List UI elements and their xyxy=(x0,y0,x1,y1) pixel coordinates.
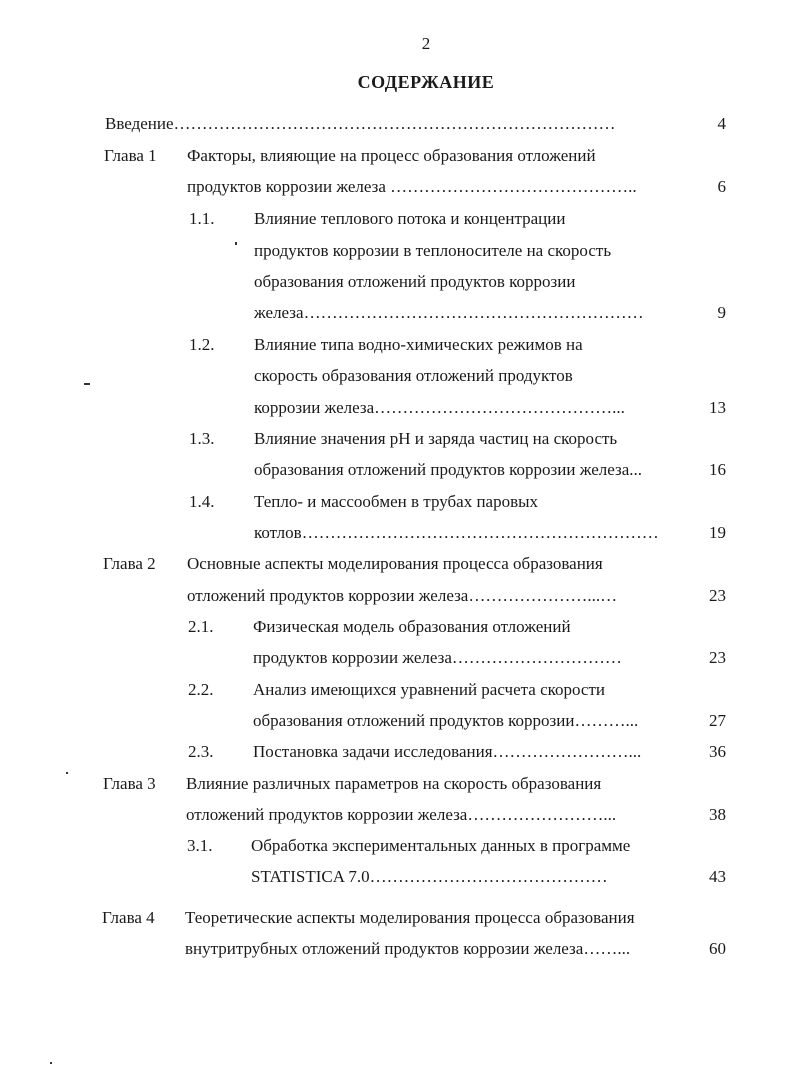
toc-section-label: 2.1. xyxy=(188,617,214,636)
toc-page-number: 60 xyxy=(709,939,726,958)
toc-entry-line: образования отложений продуктов коррозии xyxy=(254,272,576,291)
toc-entry-line: Влияние различных параметров на скорость образования xyxy=(186,774,602,793)
toc-page-number: 23 xyxy=(709,586,726,605)
page-number: 2 xyxy=(421,34,431,53)
toc-entry-line: Тепло- и массообмен в трубах паровых xyxy=(254,492,539,511)
scan-speck xyxy=(84,383,90,385)
toc-entry-introduction: Введение…………………………………………………………………… xyxy=(105,114,616,133)
toc-entry-line: продуктов коррозии железа………………………… xyxy=(253,648,622,667)
toc-page-number: 9 xyxy=(717,303,726,322)
scan-speck xyxy=(50,1062,52,1064)
toc-entry-line: образования отложений продуктов коррозии………... xyxy=(253,711,639,730)
toc-entry-line: Факторы, влияющие на процесс образования отложений xyxy=(187,146,596,165)
toc-chapter-label: Глава 1 xyxy=(104,146,157,165)
toc-page-number: 13 xyxy=(709,398,726,417)
toc-section-label: 1.1. xyxy=(189,209,215,228)
toc-entry-line: Влияние типа водно-химических режимов на xyxy=(254,335,583,354)
toc-page-number: 38 xyxy=(709,805,726,824)
toc-entry-line: Основные аспекты моделирования процесса образования xyxy=(187,554,603,573)
toc-page-number: 23 xyxy=(709,648,726,667)
toc-entry-line: внутритрубных отложений продуктов коррозии железа……... xyxy=(185,939,631,958)
toc-entry-line: коррозии железа……………………………………... xyxy=(254,398,625,417)
toc-section-label: 3.1. xyxy=(187,836,213,855)
toc-page-number: 19 xyxy=(709,523,726,542)
toc-section-label: 2.3. xyxy=(188,742,214,761)
toc-entry-line: Обработка экспериментальных данных в программе xyxy=(251,836,631,855)
toc-entry-line: Физическая модель образования отложений xyxy=(253,617,571,636)
toc-page-number: 27 xyxy=(709,711,726,730)
toc-entry-line: Влияние значения pH и заряда частиц на скорость xyxy=(254,429,618,448)
toc-section-label: 1.2. xyxy=(189,335,215,354)
toc-chapter-label: Глава 2 xyxy=(103,554,156,573)
toc-page-number: 43 xyxy=(709,867,726,886)
toc-entry-line: отложений продуктов коррозии железа…………………...… xyxy=(187,586,618,605)
toc-entry-line: Влияние теплового потока и концентрации xyxy=(254,209,566,228)
toc-entry-line: продуктов коррозии в теплоносителе на скорость xyxy=(254,241,612,260)
toc-entry-line: Постановка задачи исследования……………………... xyxy=(253,742,642,761)
toc-entry-line: STATISTICA 7.0…………………………………… xyxy=(251,867,608,886)
toc-entry-line: Теоретические аспекты моделирования процесса образования xyxy=(185,908,635,927)
toc-entry-line: котлов……………………………………………………… xyxy=(254,523,659,542)
toc-entry-line: Анализ имеющихся уравнений расчета скорости xyxy=(253,680,606,699)
toc-entry-line: отложений продуктов коррозии железа……………………... xyxy=(186,805,617,824)
toc-page-number: 36 xyxy=(709,742,726,761)
scan-speck xyxy=(235,242,237,245)
toc-entry-line: железа…………………………………………………… xyxy=(254,303,644,322)
toc-chapter-label: Глава 3 xyxy=(103,774,156,793)
toc-entry-line: продуктов коррозии железа …………………………………….. xyxy=(187,177,637,196)
scan-speck xyxy=(66,772,68,774)
toc-page-number: 16 xyxy=(709,460,726,479)
page-title: СОДЕРЖАНИЕ xyxy=(357,72,495,92)
toc-section-label: 1.4. xyxy=(189,492,215,511)
toc-section-label: 1.3. xyxy=(189,429,215,448)
toc-page-number: 6 xyxy=(717,177,726,196)
toc-section-label: 2.2. xyxy=(188,680,214,699)
toc-entry-line: образования отложений продуктов коррозии железа... xyxy=(254,460,643,479)
toc-page-number: 4 xyxy=(717,114,726,133)
toc-entry-line: скорость образования отложений продуктов xyxy=(254,366,573,385)
toc-chapter-label: Глава 4 xyxy=(102,908,155,927)
